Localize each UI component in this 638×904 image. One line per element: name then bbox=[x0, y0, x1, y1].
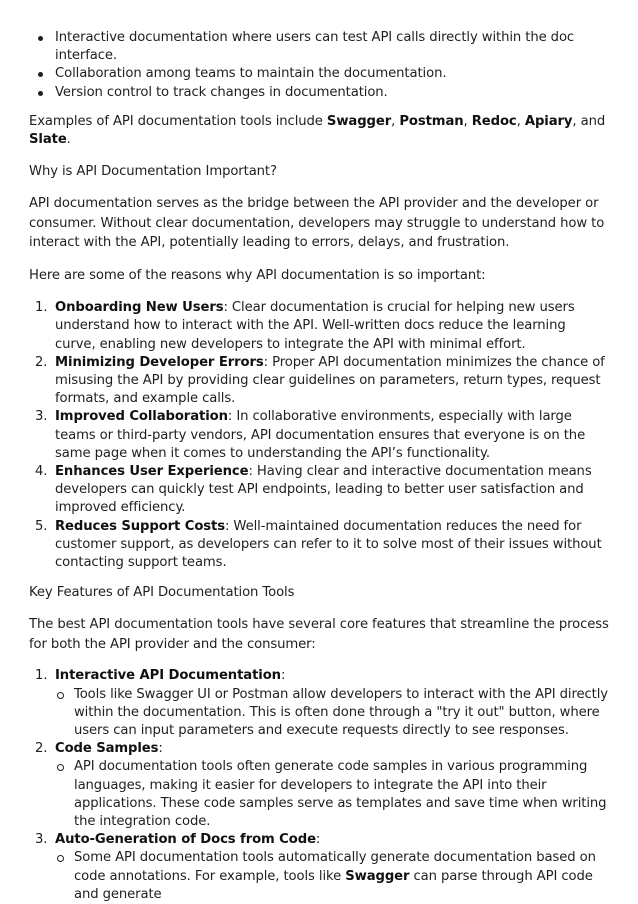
reasons-intro: Here are some of the reasons why API documentation is so important: bbox=[29, 267, 486, 283]
feature-item: 2. Code Samples: API documentation tools often generate code samples in various programming languages, making it easier for developers to integrate the API into their applications. These code samples serve as templates and save time when writing the integration code. bbox=[29, 740, 610, 831]
list-item: Some API documentation tools automatically generate documentation based on code annotations. For example, tools like Swagger can parse through API code and generate bbox=[55, 849, 610, 904]
feature-sub-list bbox=[55, 686, 610, 741]
tool-swagger: Swagger bbox=[326, 113, 392, 129]
reasons-list bbox=[29, 299, 610, 572]
tool-postman: Postman bbox=[399, 113, 464, 129]
feature-sub-list bbox=[55, 758, 610, 831]
feature-title: Auto-Generation of Docs from Code bbox=[55, 832, 316, 848]
reason-title: Enhances User Experience bbox=[55, 463, 249, 479]
reason-item: 4. Enhances User Experience: Having clear and interactive documentation means developers can quickly test API endpoints, leading to better user satisfaction and improved efficiency. bbox=[35, 463, 592, 516]
tool-redoc: Redoc bbox=[471, 113, 517, 129]
features-list bbox=[29, 667, 610, 904]
feature-sub-list bbox=[55, 849, 610, 904]
reason-title: Onboarding New Users bbox=[55, 300, 224, 316]
feature-item: 1. Interactive API Documentation: Tools like Swagger UI or Postman allow developers to interact with the API directly within the documentation. This is often done through a "try it out" button, where users can input parameters and execute requests directly to see responses. bbox=[29, 667, 610, 740]
reason-title: Improved Collaboration bbox=[55, 409, 228, 425]
list-item: Interactive documentation where users can test API calls directly within the doc interface. bbox=[29, 29, 610, 65]
list-item: API documentation tools often generate code samples in various programming languages, making it easier for developers to integrate the API into their applications. These code samples serve as templates and save time when writing the integration code. bbox=[55, 758, 610, 831]
list-item: Version control to track changes in documentation. bbox=[29, 84, 610, 102]
why-heading: Why is API Documentation Important? bbox=[29, 164, 277, 180]
feature-item: 3. Auto-Generation of Docs from Code: Some API documentation tools automatically generate documentation based on code annotations. For example, tools like Swagger can parse through API code and generate bbox=[29, 831, 610, 904]
reason-item: 1. Onboarding New Users: Clear documentation is crucial for helping new users understand how to interact with the API. Well-written docs reduce the learning curve, enabling new developers to integrate the API with minimal effort. bbox=[35, 300, 575, 352]
features-intro: The best API documentation tools have several core features that streamline the process for both the API provider and the consumer: bbox=[29, 617, 609, 652]
intro-bullet-list bbox=[29, 29, 610, 102]
reason-title: Minimizing Developer Errors bbox=[55, 354, 264, 370]
feature-title: Code Samples bbox=[55, 741, 159, 757]
examples-prefix: Examples of API documentation tools include bbox=[29, 113, 327, 129]
reason-item: 2. Minimizing Developer Errors: Proper API documentation minimizes the chance of misusing the API by providing clear guidelines on parameters, return types, request formats, and example calls. bbox=[35, 354, 605, 407]
feature-title: Interactive API Documentation bbox=[55, 668, 281, 684]
tool-slate: Slate bbox=[29, 132, 67, 148]
list-item: Tools like Swagger UI or Postman allow developers to interact with the API directly within the documentation. This is often done through a "try it out" button, where users can input parameters and execute requests directly to see responses. bbox=[55, 686, 610, 741]
reason-item: 5. Reduces Support Costs: Well-maintained documentation reduces the need for customer support, as developers can refer to it to solve most of their issues without contacting support teams. bbox=[35, 518, 602, 570]
examples-paragraph: Examples of API documentation tools include Swagger, Postman, Redoc, Apiary, and Slate. bbox=[29, 113, 606, 148]
features-heading: Key Features of API Documentation Tools bbox=[29, 585, 295, 601]
why-paragraph: API documentation serves as the bridge between the API provider and the developer or consumer. Without clear documentation, developers may struggle to understand how to interact with the API, potentially leading to errors, delays, and frustration. bbox=[29, 196, 605, 251]
reason-title: Reduces Support Costs bbox=[55, 518, 225, 534]
tool-swagger: Swagger bbox=[345, 868, 410, 884]
list-item: Collaboration among teams to maintain the documentation. bbox=[29, 65, 610, 83]
tool-apiary: Apiary bbox=[524, 113, 573, 129]
reason-item: 3. Improved Collaboration: In collaborative environments, especially with large teams or third-party vendors, API documentation ensures that everyone is on the same page when it comes to understanding the API’s functionality. bbox=[35, 409, 586, 461]
